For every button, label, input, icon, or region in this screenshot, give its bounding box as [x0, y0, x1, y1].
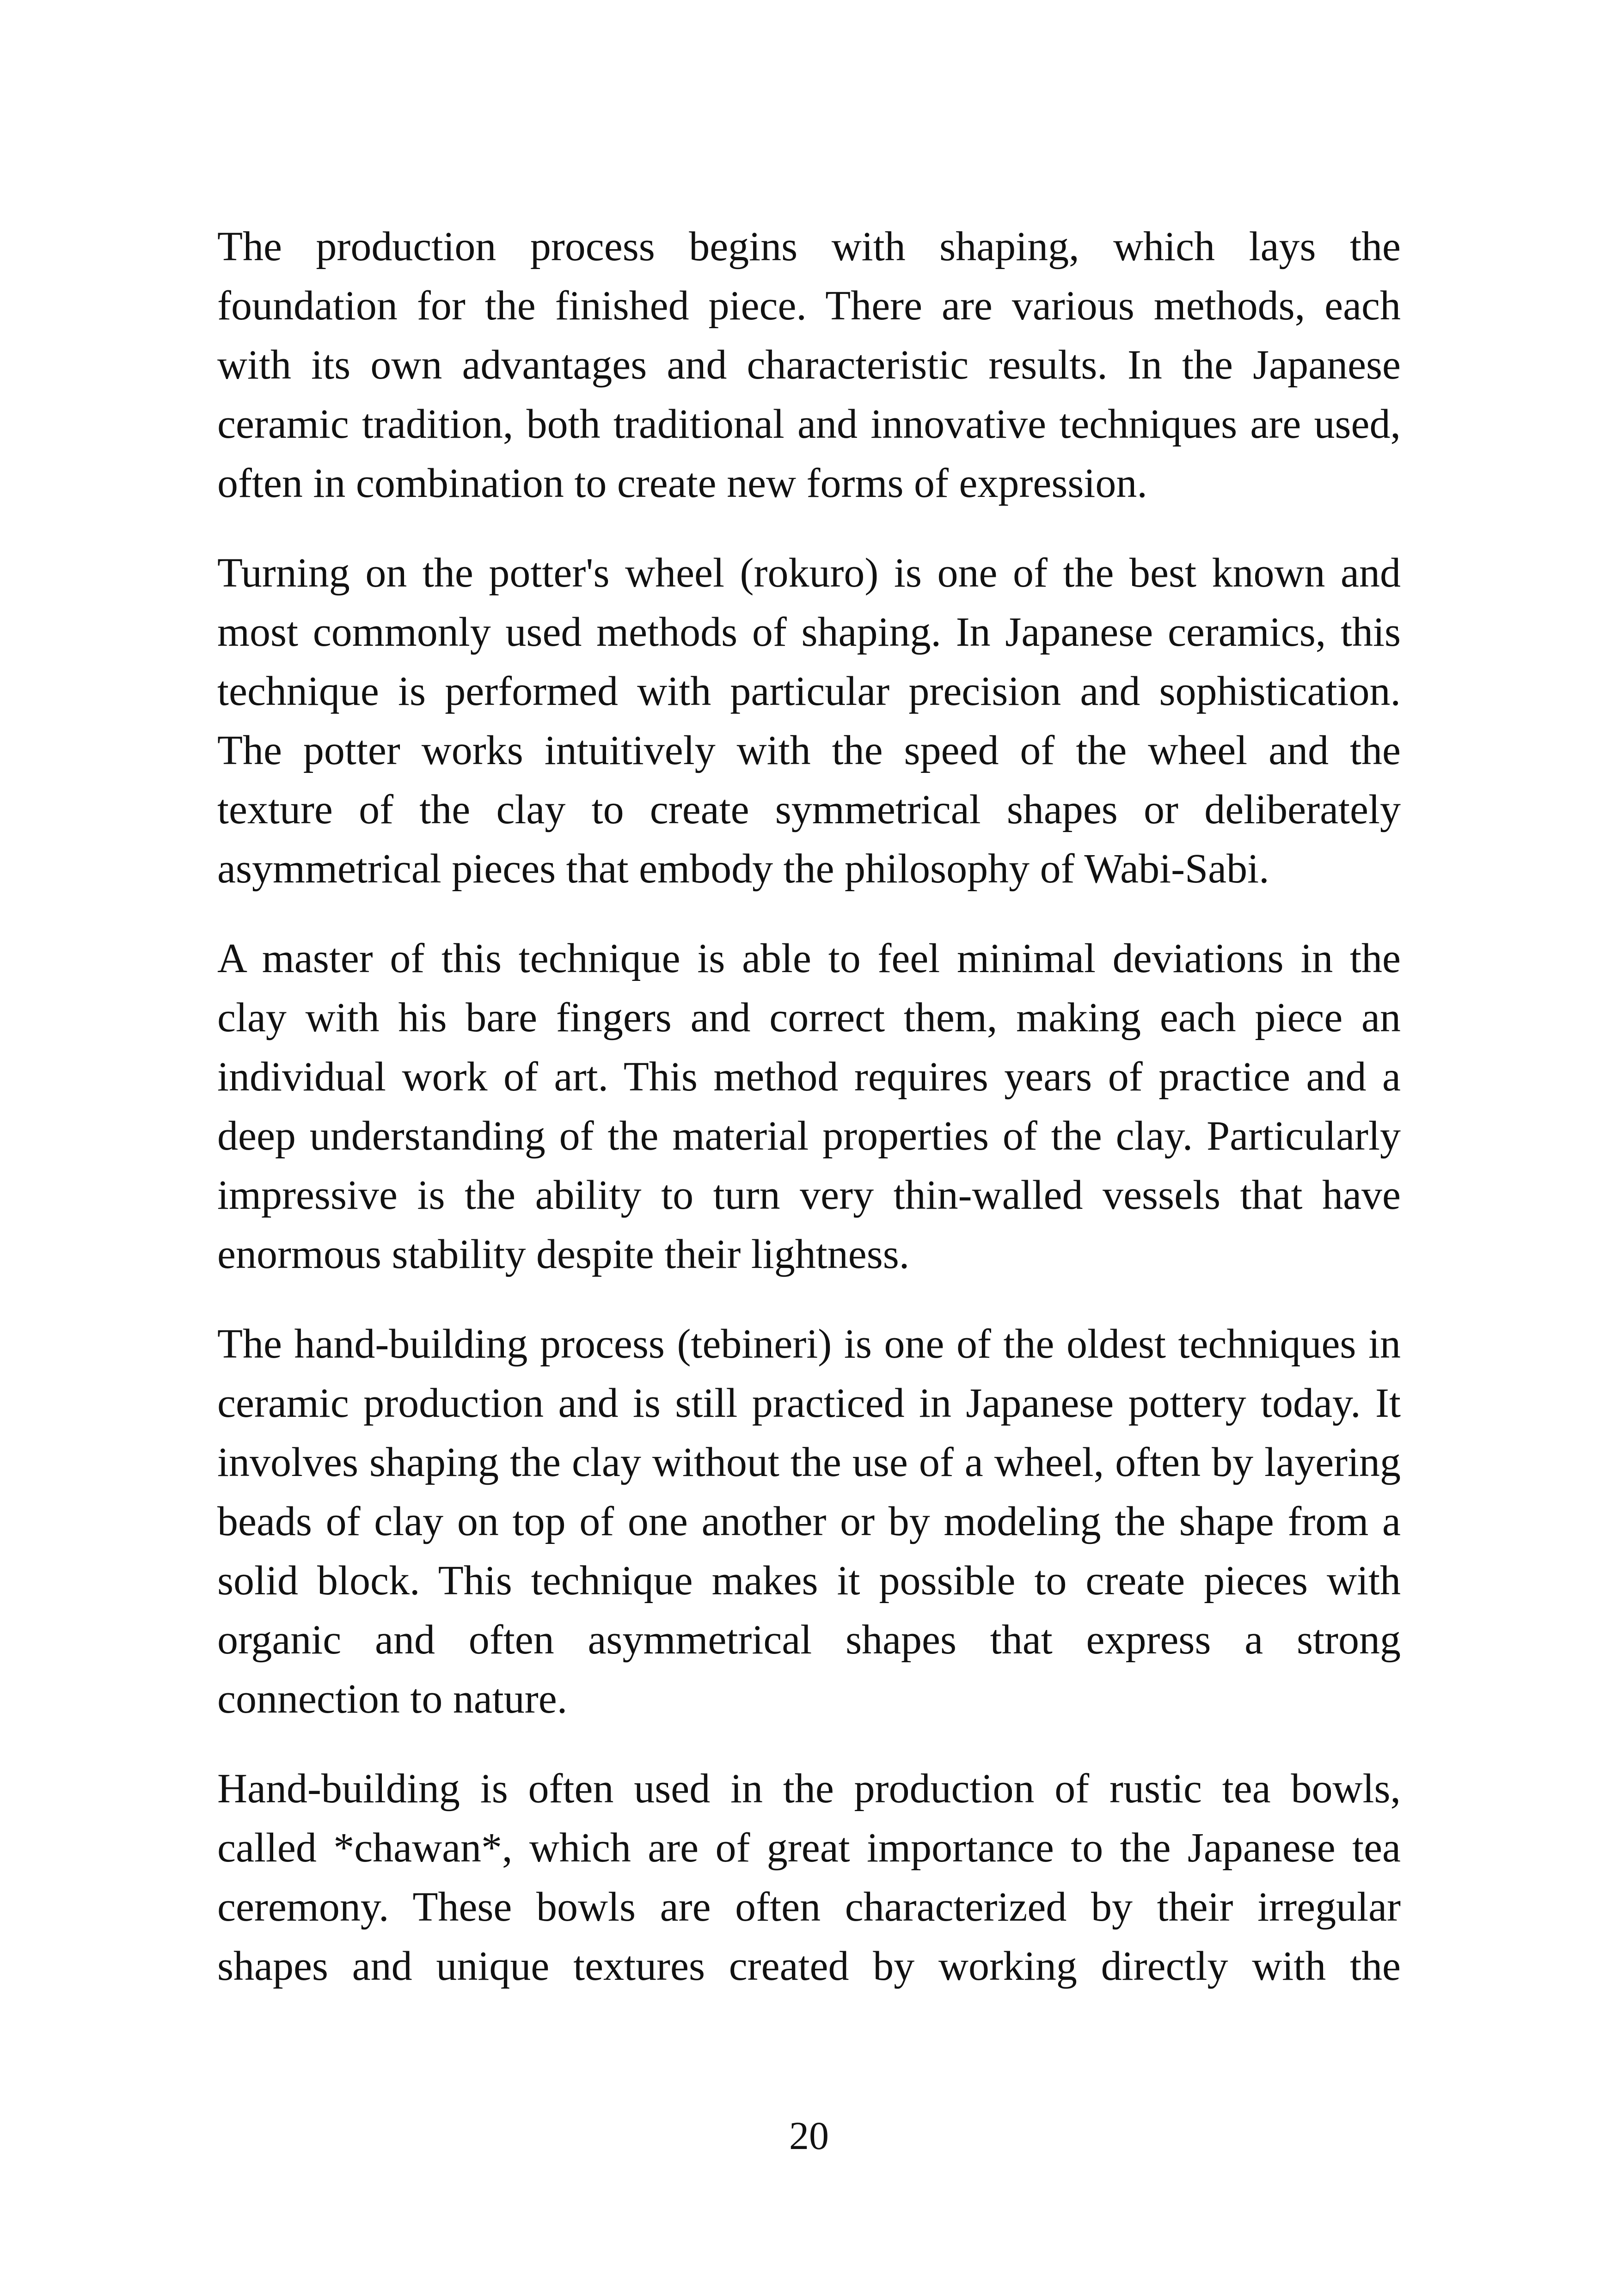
paragraph-wheel-mastery: A master of this technique is able to feel minimal deviations in the clay with his bare fingers and correct them, making each piece an individual work of art. This method requires years of practice and a deep understanding of the material properties of the clay. Particularly impressive is the ability to turn very thin-walled vessels that have enormous stability despite their lightness. [217, 936, 1401, 1277]
page-number: 20 [789, 2113, 829, 2158]
paragraph-potters-wheel: Turning on the potter's wheel (rokuro) is one of the best known and most commonly used methods of shaping. In Japanese ceramics, this technique is performed with particular precision and sophistication. The potter works intuitively with the speed of the wheel and the texture of the clay to create symmetrical shapes or deliberately asymmetrical pieces that embody the philosophy of Wabi-Sabi. [217, 550, 1401, 892]
paragraph-shaping-intro: The production process begins with shaping, which lays the foundation for the finished piece. There are various methods, each with its own advantages and characteristic results. In the Japanese ceramic tradition, both traditional and innovative techniques are used, often in combination to create new forms of expression. [217, 224, 1401, 506]
paragraph-chawan: Hand-building is often used in the production of rustic tea bowls, called *chawan*, which are of great importance to the Japanese tea ceremony. These bowls are often characterized by their irregular shapes and unique textures created by working directly with the [217, 1766, 1401, 1989]
paragraph-hand-building: The hand-building process (tebineri) is one of the oldest techniques in ceramic production and is still practiced in Japanese pottery today. It involves shaping the clay without the use of a wheel, often by layering beads of clay on top of one another or by modeling the shape from a solid block. This technique makes it possible to create pieces with organic and often asymmetrical shapes that express a strong connection to nature. [217, 1321, 1401, 1722]
body-text [217, 217, 1401, 1996]
